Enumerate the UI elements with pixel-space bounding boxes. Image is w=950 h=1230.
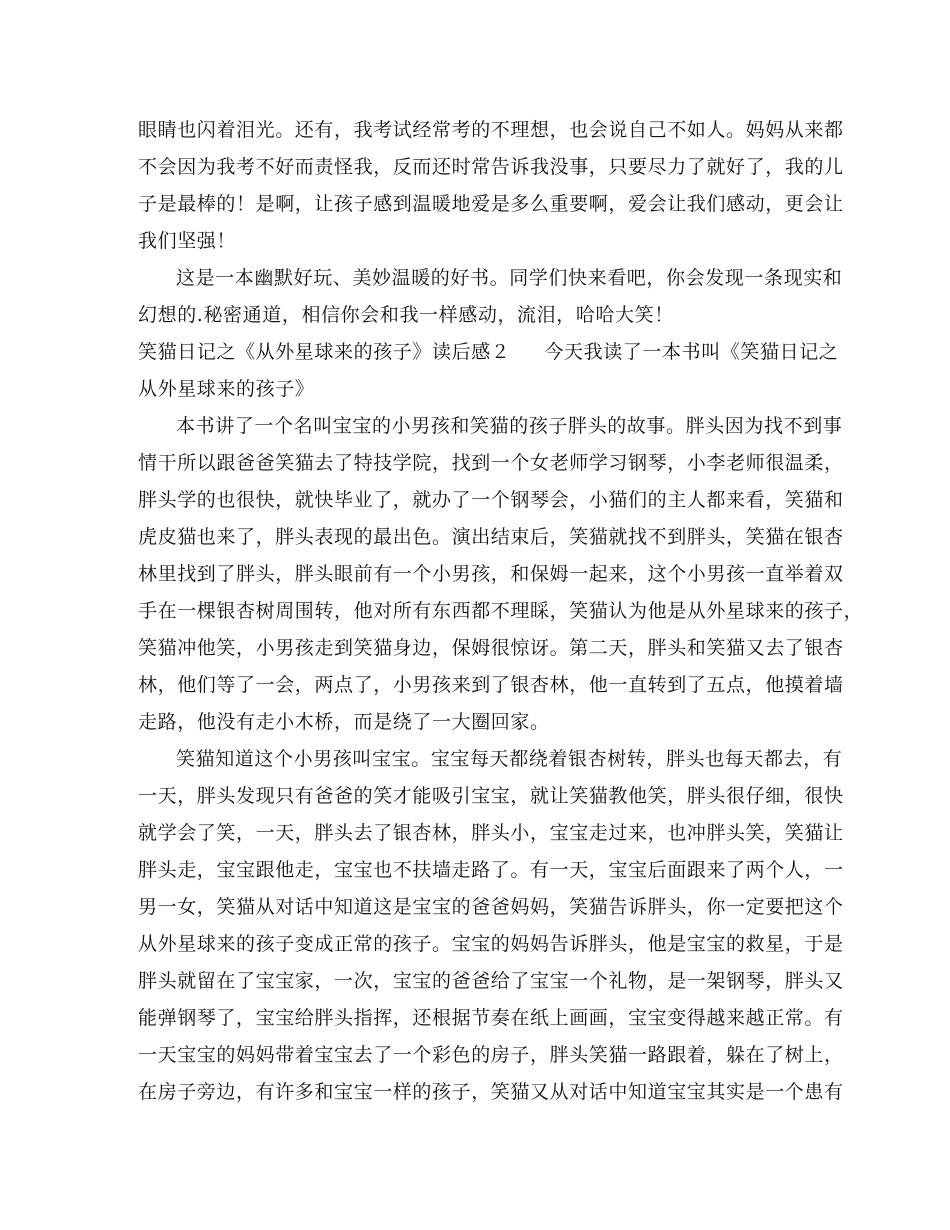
article-heading: 笑猫日记之《从外星球来的孩子》读后感２ [138, 341, 511, 363]
text-line: 胖头学的也很快，就快毕业了，就办了一个钢琴会，小猫们的主人都来看，笑猫和 [138, 489, 844, 511]
text-line: 从外星球来的孩子》 [138, 378, 315, 400]
text-line: 笑猫冲他笑，小男孩走到笑猫身边，保姆很惊讶。第二天，胖头和笑猫又去了银杏 [138, 637, 844, 659]
document-body [138, 112, 864, 1111]
text-line: 幻想的.秘密通道，相信你会和我一样感动，流泪，哈哈大笑！ [138, 304, 674, 326]
text-line: 虎皮猫也来了，胖头表现的最出色。演出结束后，笑猫就找不到胖头，笑猫在银杏 [138, 526, 844, 548]
article-heading-line [138, 334, 839, 371]
text-line: 这是一本幽默好玩、美妙温暖的好书。同学们快来看吧，你会发现一条现实和 [176, 267, 843, 289]
text-line: 胖头就留在了宝宝家，一次，宝宝的爸爸给了宝宝一个礼物，是一架钢琴，胖头又 [138, 970, 844, 992]
text-line: 情干所以跟爸爸笑猫去了特技学院，找到一个女老师学习钢琴，小李老师很温柔， [138, 452, 844, 474]
text-line: 从外星球来的孩子变成正常的孩子。宝宝的妈妈告诉胖头，他是宝宝的救星，于是 [138, 933, 844, 955]
text-line: 一天，胖头发现只有爸爸的笑才能吸引宝宝，就让笑猫教他笑，胖头很仔细，很快 [138, 785, 844, 807]
text-line: 一天宝宝的妈妈带着宝宝去了一个彩色的房子，胖头笑猫一路跟着，躲在了树上， [138, 1044, 844, 1066]
text-line: 本书讲了一个名叫宝宝的小男孩和笑猫的孩子胖头的故事。胖头因为找不到事 [176, 415, 843, 437]
text-line: 在房子旁边，有许多和宝宝一样的孩子，笑猫又从对话中知道宝宝其实是一个患有 [138, 1081, 844, 1103]
text-line: 能弹钢琴了，宝宝给胖头指挥，还根据节奏在纸上画画，宝宝变得越来越正常。有 [138, 1007, 844, 1029]
text-line: 子是最棒的！是啊，让孩子感到温暖地爱是多么重要啊，爱会让我们感动，更会让 [138, 193, 844, 215]
text-line: 走路，他没有走小木桥，而是绕了一大圈回家。 [138, 711, 550, 733]
text-line: 我们坚强！ [138, 230, 237, 252]
text-line: 胖头走，宝宝跟他走，宝宝也不扶墙走路了。有一天，宝宝后面跟来了两个人，一 [138, 859, 844, 881]
text-line: 不会因为我考不好而责怪我，反而还时常告诉我没事，只要尽力了就好了，我的儿 [138, 156, 844, 178]
article-intro: 今天我读了一本书叫《笑猫日记之 [544, 341, 839, 363]
text-line: 笑猫知道这个小男孩叫宝宝。宝宝每天都绕着银杏树转，胖头也每天都去，有 [176, 748, 843, 770]
text-line: 林里找到了胖头，胖头眼前有一个小男孩，和保姆一起来，这个小男孩一直举着双 [138, 563, 844, 585]
text-line: 林，他们等了一会，两点了，小男孩来到了银杏林，他一直转到了五点，他摸着墙 [138, 674, 844, 696]
text-line: 就学会了笑，一天，胖头去了银杏林，胖头小，宝宝走过来，也冲胖头笑，笑猫让 [138, 822, 844, 844]
text-line: 男一女，笑猫从对话中知道这是宝宝的爸爸妈妈，笑猫告诉胖头，你一定要把这个 [138, 896, 844, 918]
text-line: 手在一棵银杏树周围转，他对所有东西都不理睬，笑猫认为他是从外星球来的孩子， [138, 600, 864, 622]
text-line: 眼睛也闪着泪光。还有，我考试经常考的不理想，也会说自己不如人。妈妈从来都 [138, 119, 844, 141]
